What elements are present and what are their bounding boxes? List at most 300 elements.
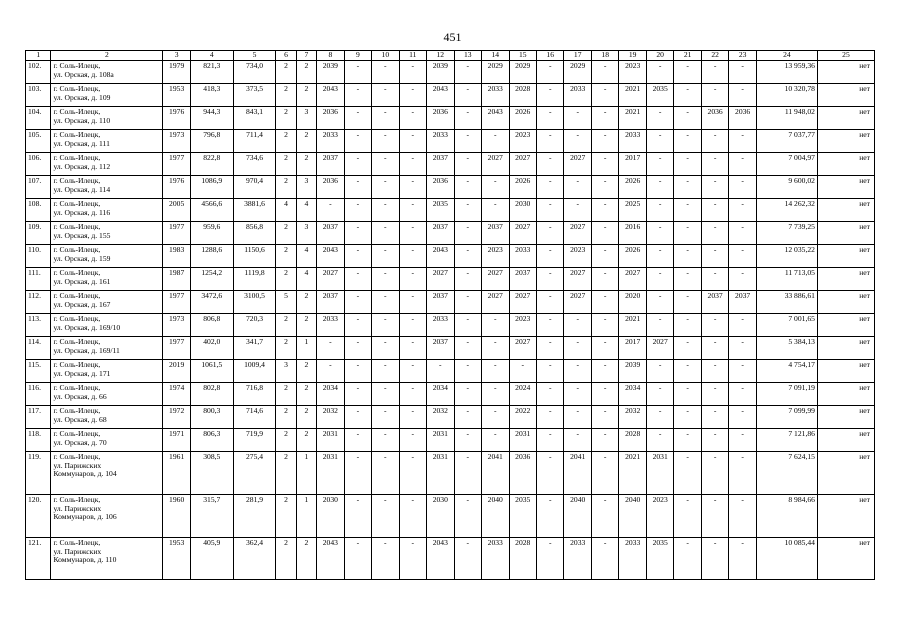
address-line: г. Соль-Илецк, xyxy=(53,314,101,323)
value-cell-col25: нет xyxy=(817,495,874,538)
value-cell-col8: 2037 xyxy=(317,291,344,314)
value-cell-col11: - xyxy=(399,199,426,222)
column-number-header: 14 xyxy=(482,51,509,61)
value-cell-col3: 1971 xyxy=(163,429,190,452)
value-cell-col21: - xyxy=(674,383,701,406)
value-cell-col19: 2016 xyxy=(619,222,646,245)
value-cell-col8: 2043 xyxy=(317,84,344,107)
value-cell-col24: 7 624,15 xyxy=(756,452,817,495)
value-cell-col9: - xyxy=(344,314,371,337)
value-cell-col5: 734,0 xyxy=(233,61,276,84)
address-cell xyxy=(51,153,163,176)
value-cell-col19: 2023 xyxy=(619,61,646,84)
value-cell-col8: 2037 xyxy=(317,222,344,245)
value-cell-col15: 2027 xyxy=(509,222,536,245)
column-number-header: 17 xyxy=(564,51,591,61)
address-line: г. Соль-Илецк, xyxy=(53,107,101,116)
value-cell-col16: - xyxy=(536,153,563,176)
value-cell-col12: 2043 xyxy=(427,538,454,580)
value-cell-col15: 2030 xyxy=(509,199,536,222)
value-cell-col19: 2017 xyxy=(619,153,646,176)
column-number-header: 11 xyxy=(399,51,426,61)
value-cell-col7: 1 xyxy=(296,452,316,495)
address-cell xyxy=(51,360,163,383)
value-cell-col10: - xyxy=(372,360,399,383)
value-cell-col19: 2034 xyxy=(619,383,646,406)
value-cell-col24: 4 754,17 xyxy=(756,360,817,383)
value-cell-col7: 2 xyxy=(296,291,316,314)
value-cell-col20: - xyxy=(646,360,673,383)
row-number-cell: 113. xyxy=(26,314,51,337)
value-cell-col15: 2023 xyxy=(509,130,536,153)
value-cell-col13: - xyxy=(454,153,481,176)
value-cell-col4: 405,9 xyxy=(190,538,233,580)
address-cell xyxy=(51,130,163,153)
value-cell-col8: 2034 xyxy=(317,383,344,406)
value-cell-col21: - xyxy=(674,337,701,360)
value-cell-col23: - xyxy=(729,452,756,495)
value-cell-col9: - xyxy=(344,222,371,245)
value-cell-col7: 4 xyxy=(296,245,316,268)
address-cell xyxy=(51,337,163,360)
address-cell xyxy=(51,245,163,268)
value-cell-col8: - xyxy=(317,199,344,222)
value-cell-col24: 33 886,61 xyxy=(756,291,817,314)
value-cell-col13: - xyxy=(454,383,481,406)
address-line: г. Соль-Илецк, xyxy=(53,360,101,369)
value-cell-col17: 2027 xyxy=(564,153,591,176)
value-cell-col3: 1961 xyxy=(163,452,190,495)
value-cell-col12: 2037 xyxy=(427,337,454,360)
value-cell-col4: 1288,6 xyxy=(190,245,233,268)
row-number-cell: 114. xyxy=(26,337,51,360)
value-cell-col23: - xyxy=(729,429,756,452)
value-cell-col23: - xyxy=(729,61,756,84)
value-cell-col21: - xyxy=(674,245,701,268)
value-cell-col8: 2031 xyxy=(317,429,344,452)
value-cell-col16: - xyxy=(536,130,563,153)
address-cell xyxy=(51,176,163,199)
value-cell-col3: 1987 xyxy=(163,268,190,291)
value-cell-col24: 7 091,19 xyxy=(756,383,817,406)
value-cell-col20: - xyxy=(646,222,673,245)
value-cell-col5: 719,9 xyxy=(233,429,276,452)
value-cell-col21: - xyxy=(674,61,701,84)
value-cell-col22: 2036 xyxy=(701,107,728,130)
value-cell-col19: 2033 xyxy=(619,130,646,153)
address-line: ул. Орская, д. 171 xyxy=(53,368,111,378)
value-cell-col11: - xyxy=(399,406,426,429)
value-cell-col9: - xyxy=(344,429,371,452)
column-number-header: 4 xyxy=(190,51,233,61)
value-cell-col10: - xyxy=(372,314,399,337)
address-line: г. Соль-Илецк, xyxy=(53,291,101,300)
value-cell-col17: - xyxy=(564,429,591,452)
value-cell-col25: нет xyxy=(817,429,874,452)
value-cell-col10: - xyxy=(372,130,399,153)
value-cell-col18: - xyxy=(591,383,618,406)
value-cell-col19: 2026 xyxy=(619,176,646,199)
value-cell-col17: - xyxy=(564,314,591,337)
value-cell-col18: - xyxy=(591,130,618,153)
address-line: ул. Орская, д. 68 xyxy=(53,414,107,424)
value-cell-col17: 2033 xyxy=(564,84,591,107)
value-cell-col23: - xyxy=(729,199,756,222)
address-cell xyxy=(51,495,163,538)
address-line: Коммунаров, д. 106 xyxy=(53,512,117,521)
table-row xyxy=(26,245,875,268)
value-cell-col15: 2028 xyxy=(509,538,536,580)
value-cell-col22: - xyxy=(701,383,728,406)
value-cell-col3: 2005 xyxy=(163,199,190,222)
table-row xyxy=(26,222,875,245)
value-cell-col18: - xyxy=(591,452,618,495)
address-line: ул. Орская, д. 66 xyxy=(53,391,107,401)
value-cell-col11: - xyxy=(399,495,426,538)
value-cell-col12: 2043 xyxy=(427,245,454,268)
value-cell-col15: 2027 xyxy=(509,291,536,314)
value-cell-col21: - xyxy=(674,84,701,107)
value-cell-col11: - xyxy=(399,383,426,406)
value-cell-col23: - xyxy=(729,176,756,199)
value-cell-col5: 281,9 xyxy=(233,495,276,538)
value-cell-col6: 2 xyxy=(276,245,296,268)
value-cell-col4: 1086,9 xyxy=(190,176,233,199)
value-cell-col24: 7 099,99 xyxy=(756,406,817,429)
value-cell-col15: 2027 xyxy=(509,153,536,176)
value-cell-col4: 1061,5 xyxy=(190,360,233,383)
value-cell-col6: 2 xyxy=(276,176,296,199)
address-cell xyxy=(51,383,163,406)
value-cell-col6: 3 xyxy=(276,360,296,383)
value-cell-col3: 1977 xyxy=(163,337,190,360)
value-cell-col16: - xyxy=(536,495,563,538)
column-number-header: 3 xyxy=(163,51,190,61)
table-row xyxy=(26,84,875,107)
value-cell-col16: - xyxy=(536,538,563,580)
value-cell-col10: - xyxy=(372,61,399,84)
value-cell-col13: - xyxy=(454,268,481,291)
value-cell-col6: 2 xyxy=(276,314,296,337)
value-cell-col3: 1983 xyxy=(163,245,190,268)
value-cell-col7: 2 xyxy=(296,429,316,452)
value-cell-col5: 1009,4 xyxy=(233,360,276,383)
row-number-cell: 111. xyxy=(26,268,51,291)
value-cell-col15: 2029 xyxy=(509,61,536,84)
value-cell-col18: - xyxy=(591,268,618,291)
column-number-row xyxy=(26,51,875,61)
value-cell-col6: 2 xyxy=(276,61,296,84)
address-line: ул. Орская, д. 116 xyxy=(53,207,111,217)
value-cell-col25: нет xyxy=(817,452,874,495)
value-cell-col5: 970,4 xyxy=(233,176,276,199)
value-cell-col4: 796,8 xyxy=(190,130,233,153)
column-number-header: 1 xyxy=(26,51,51,61)
housing-register-table xyxy=(25,50,875,580)
value-cell-col21: - xyxy=(674,452,701,495)
value-cell-col25: нет xyxy=(817,84,874,107)
table-row xyxy=(26,429,875,452)
value-cell-col8: 2037 xyxy=(317,153,344,176)
value-cell-col22: - xyxy=(701,245,728,268)
value-cell-col7: 2 xyxy=(296,130,316,153)
value-cell-col5: 3881,6 xyxy=(233,199,276,222)
value-cell-col23: - xyxy=(729,245,756,268)
column-number-header: 16 xyxy=(536,51,563,61)
value-cell-col15: 2022 xyxy=(509,406,536,429)
row-number-cell: 103. xyxy=(26,84,51,107)
value-cell-col11: - xyxy=(399,245,426,268)
value-cell-col10: - xyxy=(372,291,399,314)
value-cell-col19: 2032 xyxy=(619,406,646,429)
column-number-header: 21 xyxy=(674,51,701,61)
value-cell-col17: - xyxy=(564,406,591,429)
row-number-cell: 119. xyxy=(26,452,51,495)
value-cell-col17: - xyxy=(564,383,591,406)
value-cell-col25: нет xyxy=(817,222,874,245)
value-cell-col16: - xyxy=(536,268,563,291)
address-line: ул. Орская, д. 159 xyxy=(53,253,111,263)
value-cell-col15: 2037 xyxy=(509,268,536,291)
value-cell-col9: - xyxy=(344,153,371,176)
value-cell-col20: - xyxy=(646,130,673,153)
address-cell xyxy=(51,429,163,452)
address-line: г. Соль-Илецк, xyxy=(53,337,101,346)
value-cell-col13: - xyxy=(454,107,481,130)
column-number-header: 15 xyxy=(509,51,536,61)
value-cell-col20: 2035 xyxy=(646,84,673,107)
address-line: ул. Парижских xyxy=(53,503,102,513)
value-cell-col9: - xyxy=(344,176,371,199)
value-cell-col12: 2031 xyxy=(427,429,454,452)
value-cell-col22: - xyxy=(701,84,728,107)
value-cell-col22: - xyxy=(701,314,728,337)
value-cell-col25: нет xyxy=(817,176,874,199)
value-cell-col8: 2036 xyxy=(317,176,344,199)
value-cell-col11: - xyxy=(399,176,426,199)
address-line: г. Соль-Илецк, xyxy=(53,383,101,392)
value-cell-col21: - xyxy=(674,314,701,337)
value-cell-col17: - xyxy=(564,199,591,222)
value-cell-col18: - xyxy=(591,153,618,176)
value-cell-col16: - xyxy=(536,291,563,314)
value-cell-col8: 2043 xyxy=(317,245,344,268)
value-cell-col7: 2 xyxy=(296,360,316,383)
value-cell-col7: 2 xyxy=(296,314,316,337)
value-cell-col19: 2020 xyxy=(619,291,646,314)
value-cell-col23: - xyxy=(729,222,756,245)
address-line: ул. Орская, д. 110 xyxy=(53,115,111,125)
value-cell-col5: 711,4 xyxy=(233,130,276,153)
row-number-cell: 106. xyxy=(26,153,51,176)
value-cell-col6: 2 xyxy=(276,538,296,580)
value-cell-col13: - xyxy=(454,538,481,580)
value-cell-col3: 1953 xyxy=(163,84,190,107)
column-number-header: 8 xyxy=(317,51,344,61)
value-cell-col17: - xyxy=(564,360,591,383)
value-cell-col18: - xyxy=(591,360,618,383)
value-cell-col6: 5 xyxy=(276,291,296,314)
value-cell-col14: 2041 xyxy=(482,452,509,495)
value-cell-col7: 3 xyxy=(296,107,316,130)
value-cell-col14: 2027 xyxy=(482,153,509,176)
column-number-header: 25 xyxy=(817,51,874,61)
address-cell xyxy=(51,406,163,429)
value-cell-col21: - xyxy=(674,291,701,314)
value-cell-col25: нет xyxy=(817,337,874,360)
value-cell-col23: 2037 xyxy=(729,291,756,314)
value-cell-col18: - xyxy=(591,291,618,314)
value-cell-col8: 2031 xyxy=(317,452,344,495)
value-cell-col15: 2024 xyxy=(509,383,536,406)
value-cell-col24: 9 600,02 xyxy=(756,176,817,199)
value-cell-col22: - xyxy=(701,222,728,245)
value-cell-col13: - xyxy=(454,61,481,84)
value-cell-col7: 2 xyxy=(296,84,316,107)
address-line: г. Соль-Илецк, xyxy=(53,538,101,547)
value-cell-col14: - xyxy=(482,314,509,337)
value-cell-col12: 2037 xyxy=(427,153,454,176)
value-cell-col22: - xyxy=(701,429,728,452)
address-line: г. Соль-Илецк, xyxy=(53,268,101,277)
value-cell-col19: 2039 xyxy=(619,360,646,383)
value-cell-col5: 843,1 xyxy=(233,107,276,130)
value-cell-col13: - xyxy=(454,314,481,337)
page-number: 451 xyxy=(443,30,462,44)
value-cell-col21: - xyxy=(674,199,701,222)
table-row xyxy=(26,61,875,84)
address-line: г. Соль-Илецк, xyxy=(53,222,101,231)
value-cell-col12: 2035 xyxy=(427,199,454,222)
value-cell-col4: 944,3 xyxy=(190,107,233,130)
value-cell-col22: - xyxy=(701,176,728,199)
value-cell-col3: 1977 xyxy=(163,291,190,314)
value-cell-col4: 959,6 xyxy=(190,222,233,245)
value-cell-col7: 3 xyxy=(296,222,316,245)
value-cell-col16: - xyxy=(536,245,563,268)
address-line: ул. Орская, д. 155 xyxy=(53,230,111,240)
value-cell-col4: 821,3 xyxy=(190,61,233,84)
value-cell-col12: 2027 xyxy=(427,268,454,291)
value-cell-col25: нет xyxy=(817,268,874,291)
value-cell-col6: 2 xyxy=(276,153,296,176)
value-cell-col24: 14 262,32 xyxy=(756,199,817,222)
value-cell-col22: - xyxy=(701,495,728,538)
value-cell-col7: 4 xyxy=(296,199,316,222)
row-number-cell: 118. xyxy=(26,429,51,452)
value-cell-col22: - xyxy=(701,406,728,429)
table-row xyxy=(26,107,875,130)
value-cell-col17: - xyxy=(564,176,591,199)
value-cell-col8: 2027 xyxy=(317,268,344,291)
value-cell-col9: - xyxy=(344,84,371,107)
value-cell-col14: 2043 xyxy=(482,107,509,130)
value-cell-col20: - xyxy=(646,314,673,337)
value-cell-col17: 2029 xyxy=(564,61,591,84)
value-cell-col13: - xyxy=(454,199,481,222)
column-number-header: 7 xyxy=(296,51,316,61)
value-cell-col16: - xyxy=(536,429,563,452)
value-cell-col10: - xyxy=(372,406,399,429)
table-row xyxy=(26,406,875,429)
value-cell-col7: 1 xyxy=(296,495,316,538)
value-cell-col13: - xyxy=(454,337,481,360)
address-line: Коммунаров, д. 110 xyxy=(53,555,117,564)
address-line: г. Соль-Илецк, xyxy=(53,429,101,438)
value-cell-col20: - xyxy=(646,199,673,222)
value-cell-col23: - xyxy=(729,268,756,291)
value-cell-col23: - xyxy=(729,495,756,538)
value-cell-col21: - xyxy=(674,360,701,383)
column-number-header: 5 xyxy=(233,51,276,61)
address-line: Коммунаров, д. 104 xyxy=(53,469,117,478)
value-cell-col16: - xyxy=(536,360,563,383)
value-cell-col20: - xyxy=(646,61,673,84)
value-cell-col3: 1977 xyxy=(163,153,190,176)
row-number-cell: 115. xyxy=(26,360,51,383)
value-cell-col13: - xyxy=(454,176,481,199)
address-line: ул. Орская, д. 109 xyxy=(53,92,111,102)
value-cell-col25: нет xyxy=(817,538,874,580)
value-cell-col7: 1 xyxy=(296,337,316,360)
address-line: г. Соль-Илецк, xyxy=(53,153,101,162)
value-cell-col21: - xyxy=(674,406,701,429)
address-cell xyxy=(51,291,163,314)
value-cell-col6: 2 xyxy=(276,107,296,130)
value-cell-col5: 373,5 xyxy=(233,84,276,107)
value-cell-col24: 8 984,66 xyxy=(756,495,817,538)
address-line: г. Соль-Илецк, xyxy=(53,84,101,93)
value-cell-col9: - xyxy=(344,406,371,429)
value-cell-col10: - xyxy=(372,383,399,406)
value-cell-col24: 13 959,36 xyxy=(756,61,817,84)
value-cell-col11: - xyxy=(399,452,426,495)
value-cell-col3: 1977 xyxy=(163,222,190,245)
value-cell-col25: нет xyxy=(817,360,874,383)
value-cell-col19: 2017 xyxy=(619,337,646,360)
value-cell-col20: 2023 xyxy=(646,495,673,538)
value-cell-col24: 11 713,05 xyxy=(756,268,817,291)
value-cell-col12: 2036 xyxy=(427,176,454,199)
value-cell-col18: - xyxy=(591,61,618,84)
value-cell-col3: 1973 xyxy=(163,314,190,337)
table-row xyxy=(26,538,875,580)
value-cell-col11: - xyxy=(399,222,426,245)
address-line: ул. Орская, д. 70 xyxy=(53,437,107,447)
value-cell-col16: - xyxy=(536,61,563,84)
value-cell-col15: 2027 xyxy=(509,337,536,360)
value-cell-col11: - xyxy=(399,360,426,383)
value-cell-col17: - xyxy=(564,130,591,153)
value-cell-col18: - xyxy=(591,176,618,199)
value-cell-col11: - xyxy=(399,130,426,153)
value-cell-col9: - xyxy=(344,245,371,268)
address-cell xyxy=(51,268,163,291)
value-cell-col25: нет xyxy=(817,107,874,130)
value-cell-col12: 2031 xyxy=(427,452,454,495)
row-number-cell: 105. xyxy=(26,130,51,153)
value-cell-col13: - xyxy=(454,291,481,314)
row-number-cell: 102. xyxy=(26,61,51,84)
address-cell xyxy=(51,107,163,130)
value-cell-col19: 2028 xyxy=(619,429,646,452)
value-cell-col15: 2023 xyxy=(509,314,536,337)
value-cell-col20: 2031 xyxy=(646,452,673,495)
value-cell-col25: нет xyxy=(817,406,874,429)
value-cell-col4: 418,3 xyxy=(190,84,233,107)
value-cell-col11: - xyxy=(399,314,426,337)
address-line: ул. Орская, д. 161 xyxy=(53,276,111,286)
